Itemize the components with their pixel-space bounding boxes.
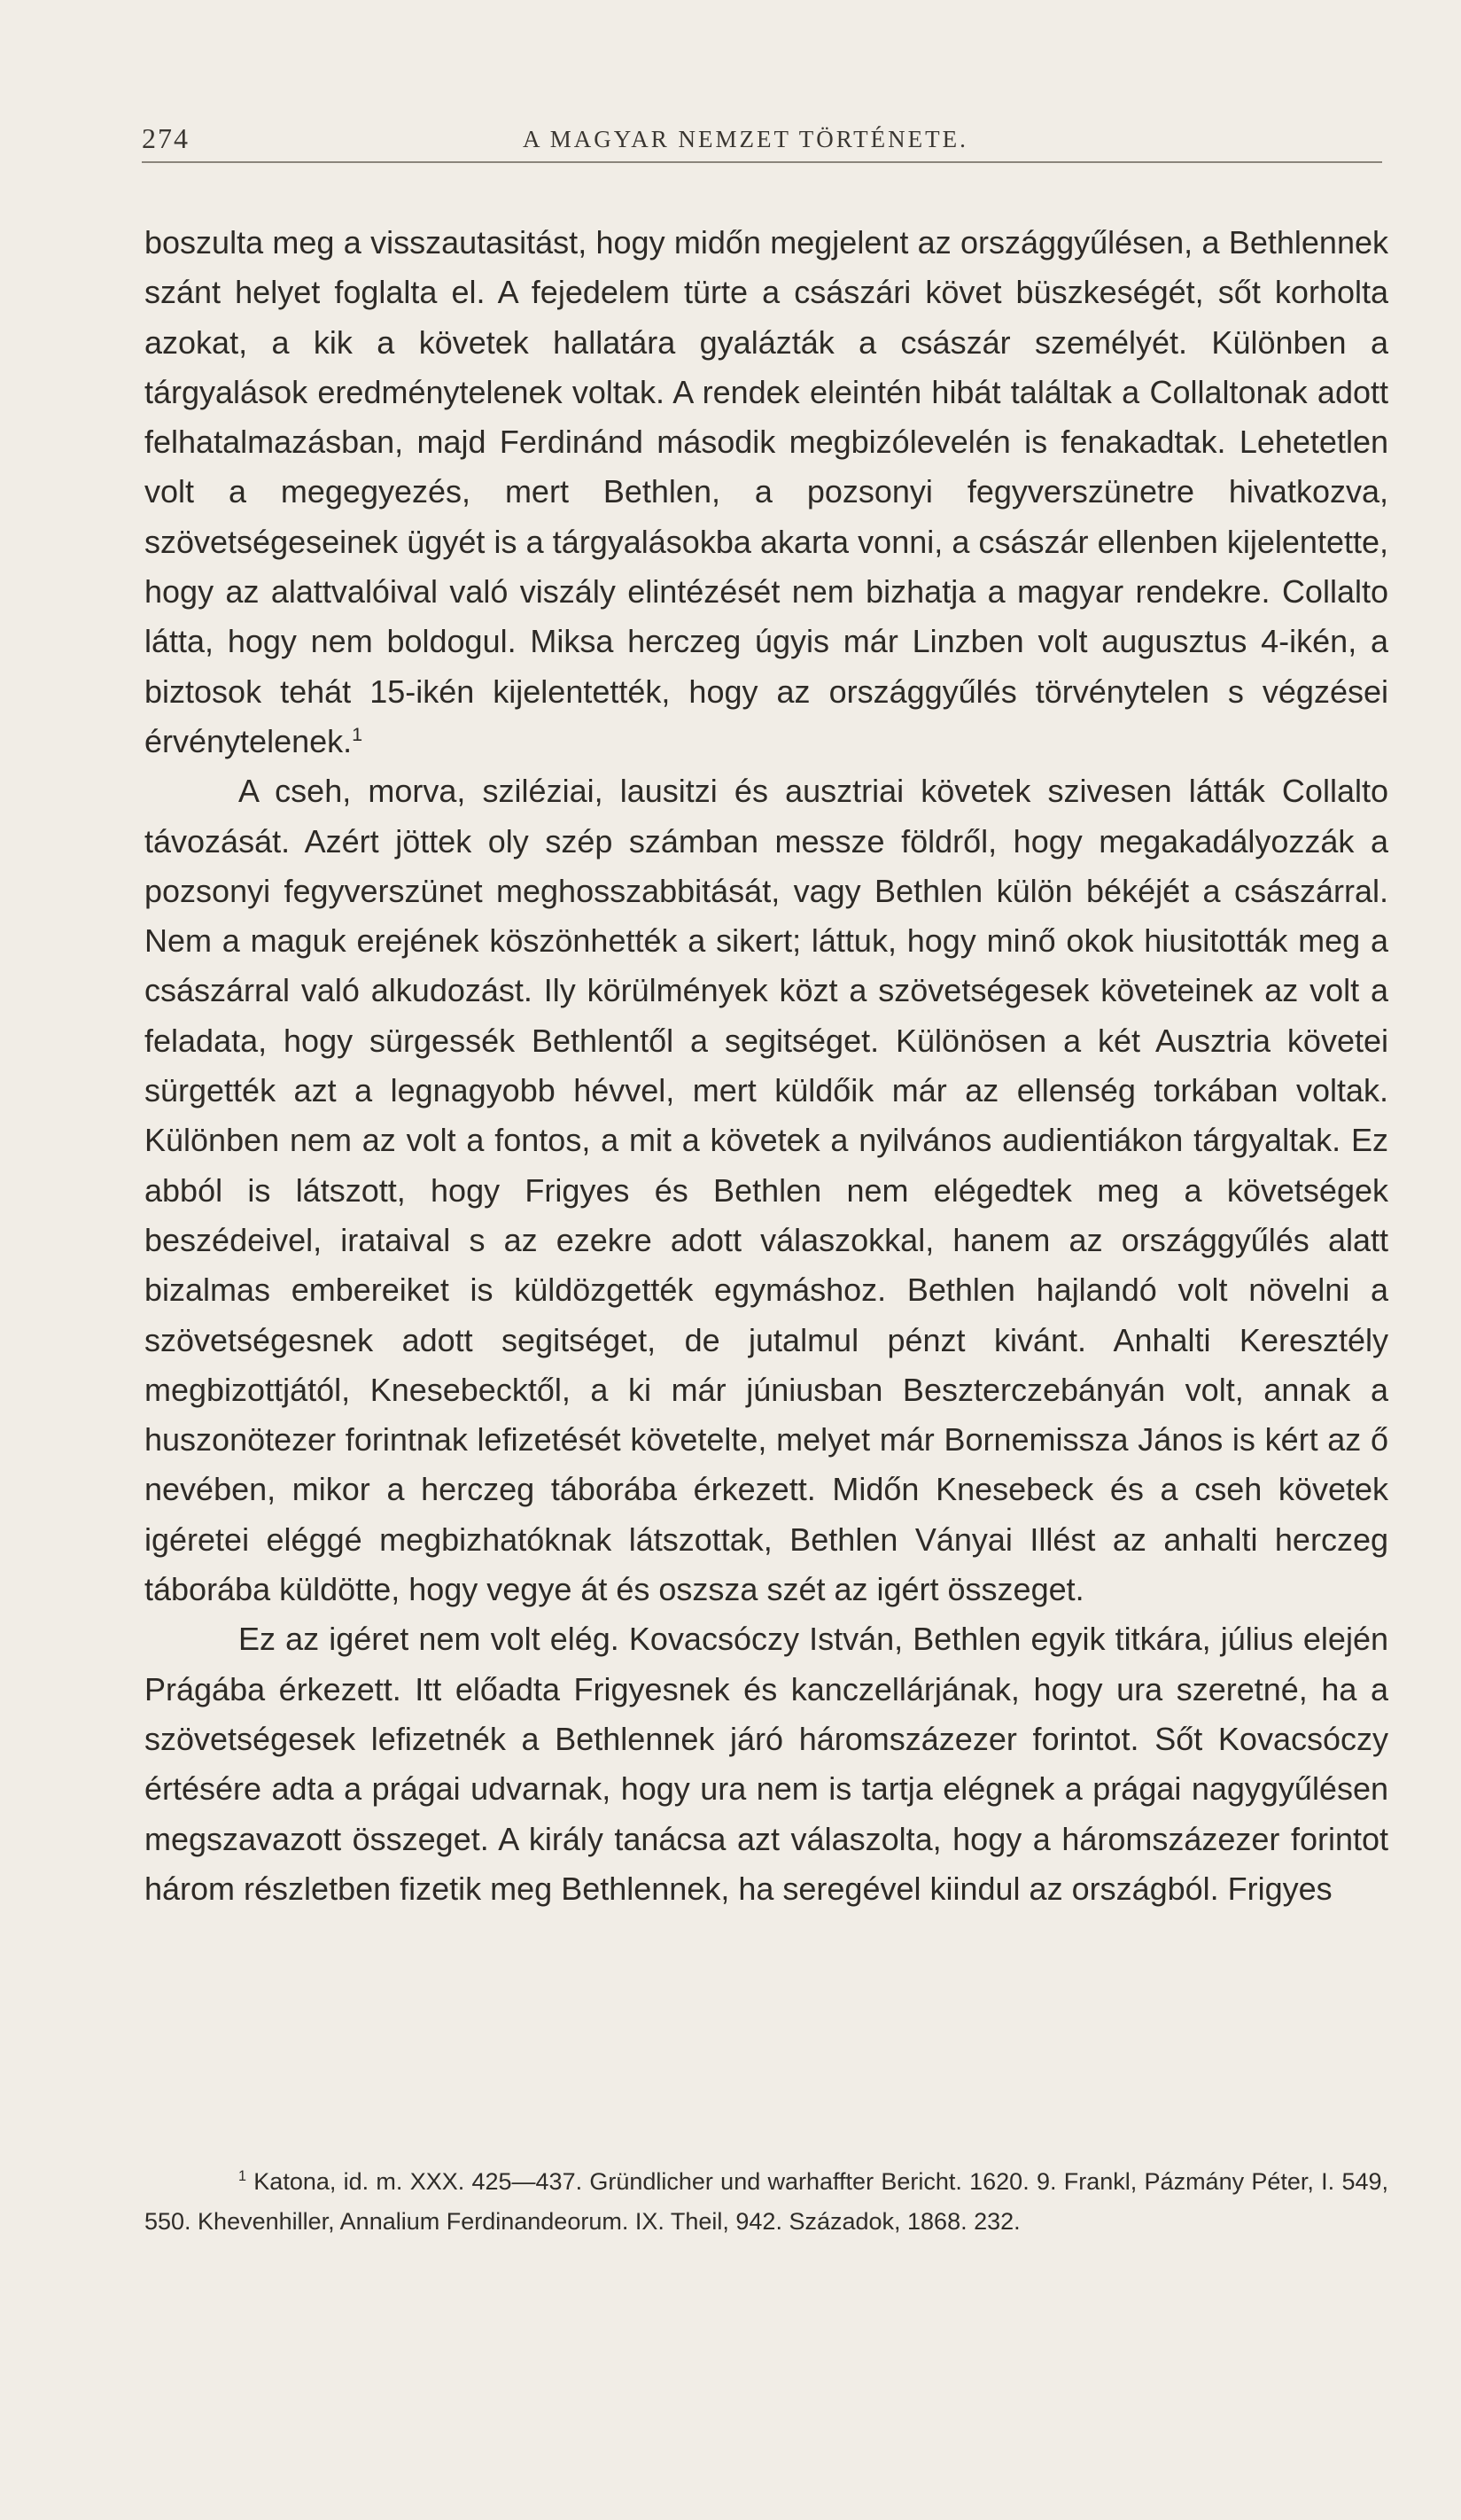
footnote-mark: 1 <box>238 2168 247 2184</box>
header-rule <box>142 161 1382 163</box>
running-title: A MAGYAR NEMZET TÖRTÉNETE. <box>523 126 968 152</box>
paragraph-3: Ez az igéret nem volt elég. Kovacsóczy István, Bethlen egyik titkára, július elején Prágába érkezett. Itt előadta Frigyesnek és kanczellárjának, hogy ura szeretné, ha a szövetségesek lefizetnék a Bethlennek járó háromszázezer forintot. Sőt Kovacsóczy értésére adta a prágai udvarnak, hogy ura nem is tartja elégnek a prágai nagygyűlésen megszavazott összeget. A király tanácsa azt válaszolta, hogy a háromszázezer forintot három részletben fizetik meg Bethlennek, ha seregével kiindul az országból. Frigyes <box>144 1621 1388 1907</box>
paragraph-2: A cseh, morva, sziléziai, lausitzi és ausztriai követek szivesen látták Collalto távozását. Azért jöttek oly szép számban messze földről, hogy megakadályozzák a pozsonyi fegyverszünet meghosszabbitását, vagy Bethlen külön békéjét a császárral. Nem a maguk erejének köszönhették a sikert; láttuk, hogy minő okok hiusitották meg a császárral való alkudozást. Ily körülmények közt a szövetségesek követeinek az volt a feladata, hogy sürgessék Bethlentől a segitséget. Különösen a két Ausztria követei sürgették azt a legnagyobb hévvel, mert küldőik már az ellenség torkában voltak. Különben nem az volt a fontos, a mit a követek a nyilvános audientiákon tárgyaltak. Ez abból is látszott, hogy Frigyes és Bethlen nem elégedtek meg a követségek beszédeivel, irataival s az ezekre adott válaszokkal, hanem az országgyűlés alatt bizalmas embereiket is küldözgették egymáshoz. Bethlen hajlandó volt növelni a szövetségesnek adott segitséget, de jutalmul pénzt kivánt. Anhalti Keresztély megbizottjától, Knesebecktől, a ki már júniusban Beszterczebányán volt, annak a huszonötezer forintnak lefizetését követelte, melyet már Bornemissza János is kért az ő nevében, mikor a herczeg táborába érkezett. Midőn Knesebeck és a cseh követek igéretei eléggé megbizhatóknak látszottak, Bethlen Ványai Illést az anhalti herczeg táborába küldötte, hogy vegye át és oszsza szét az igért összeget. <box>144 773 1388 1608</box>
footnote <box>144 2162 1388 2242</box>
page-number: 274 <box>142 122 190 154</box>
footnote-text: Katona, id. m. XXX. 425—437. Gründlicher und warhaffter Bericht. 1620. 9. Frankl, Pázmány Péter, I. 549, 550. Khevenhiller, Annalium Ferdinandeorum. IX. Theil, 942. Századok, 1868. 232. <box>144 2168 1388 2235</box>
footnote-reference: 1 <box>352 722 363 745</box>
paragraph-1-text: boszulta meg a visszautasitást, hogy midőn megjelent az országgyűlésen, a Bethlennek szánt helyet foglalta el. A fejedelem türte a császári követ büszkeségét, sőt korholta azokat, a kik a követek hallatára gyalázták a császár személyét. Különben a tárgyalások eredménytelenek voltak. A rendek eleintén hibát találtak a Collaltonak adott felhatalmazásban, majd Ferdinánd második megbizólevelén is fenakadtak. Lehetetlen volt a megegyezés, mert Bethlen, a pozsonyi fegyverszünetre hivatkozva, szövetségeseinek ügyét is a tárgyalásokba akarta vonni, a császár ellenben kijelentette, hogy az alattvalóival való viszály elintézését nem bizhatja a magyar rendekre. Collalto látta, hogy nem boldogul. Miksa herczeg úgyis már Linzben volt augusztus 4-ikén, a biztosok tehát 15-ikén kijelentették, hogy az országgyűlés törvénytelen s végzései érvénytelenek. <box>144 224 1388 759</box>
page-header <box>142 117 1382 159</box>
paragraph-1 <box>144 218 1388 766</box>
main-text <box>144 218 1388 1914</box>
